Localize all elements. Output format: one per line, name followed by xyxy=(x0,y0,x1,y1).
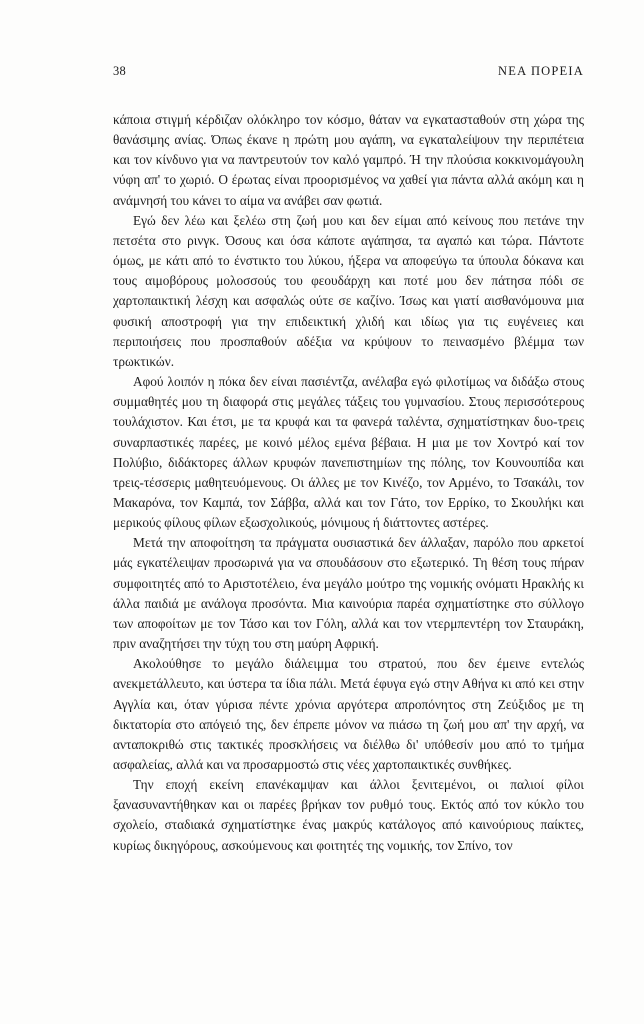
running-header xyxy=(113,64,584,79)
page-number: 38 xyxy=(113,64,126,78)
paragraph: Ακολούθησε το μεγάλο διάλειμμα του στρατού, που δεν έμεινε εντελώς ανεκμετάλλευτο, και ύστερα τα ίδια πάλι. Μετά έφυγα εγώ στην Αθήνα κι από κει στην Αγγλία και, όταν γύρισα πέντε χρόνια αργότερα απροπόνητος στη Ζεύξιδος με τη δικτατορία στο απόγειό της, δεν έπρεπε μόνον να πιάσω τη ζωή μου απ' την αρχή, να ανταποκριθώ στις τακτικές προσκλήσεις να διέλθω δι' υπόθεσίν μου από το τμήμα ασφαλείας, αλλά και να προσαρμοστώ στις νέες χαρτοπαικτικές συνθήκες. xyxy=(113,656,584,772)
paragraph: Αφού λοιπόν η πόκα δεν είναι πασιέντζα, ανέλαβα εγώ φιλοτίμως να διδάξω στους συμμαθητές μου τη διαφορά στις μεγάλες τάξεις του γυμνασίου. Στους περισσότερους τουλάχιστον. Και έτσι, με τα κρυφά και τα φανερά ταλέντα, σχηματίστηκαν δυο-τρεις συναρπαστικές παρέες, με κοινό μέλος εμένα βέβαια. Η μια με τον Χοντρό καί τον Πολύβιο, διδάκτορες άλλων κρυφών πανεπιστημίων της πόλης, τον Κουνουπίδα και τρεις-τέσσερις μαθητευόμενους. Οι άλλες με τον Κινέζο, τον Αρμένο, το Τσακάλι, τον Μακαρόνα, τον Καμπά, τον Σάββα, αλλά και τον Γάτο, τον Ερρίκο, το Σκουλήκι και μερικούς φίλους φίλων εξωσχολικούς, μόνιμους ή διάττοντες αστέρες. xyxy=(113,374,584,531)
running-title: ΝΕΑ ΠΟΡΕΙΑ xyxy=(498,64,584,78)
paragraph: Την εποχή εκείνη επανέκαμψαν και άλλοι ξενιτεμένοι, οι παλιοί φίλοι ξανασυναντήθηκαν και οι παρέες βρήκαν τον ρυθμό τους. Εκτός από τον κύκλο του σχολείο, σταδιακά σχηματίστηκε ένας μακρύς κατάλογος από καινούριους παίκτες, κυρίως δικηγόρους, ασκούμενους και φοιτητές της νομικής, τον Σπίνο, τον xyxy=(113,777,584,853)
paragraph-continuation: κάποια στιγμή κέρδιζαν ολόκληρο τον κόσμο, θάταν να εγκατασταθούν στη χώρα της θανάσιμης ανίας. Όπως έκανε η πρώτη μου αγάπη, να εγκαταλείψουν την περιπέτεια και τον κίνδυνο για να παντρευτούν τον καλό γαμπρό. Ή την πλούσια κοκκινομάγουλη νύφη απ' το χωριό. Ο έρωτας είναι προορισμένος να χαθεί για πάντα αλλά ακόμη και η ανάμνησή του κάνει το αίμα να ανάβει σαν φωτιά. xyxy=(113,112,584,208)
body-text xyxy=(113,110,584,856)
paragraph: Μετά την αποφοίτηση τα πράγματα ουσιαστικά δεν άλλαξαν, παρόλο που αρκετοί μάς εγκατέλειψαν προσωρινά για να σπουδάσουν στο εξωτερικό. Τη θέση τους πήραν συμφοιτητές από το Αριστοτέλειο, ένα μεγάλο μούτρο της νομικής ονόματι Ηρακλής κι άλλα παιδιά με ανάλογα προσόντα. Μια καινούρια παρέα σχηματίστηκε στο σύλλογο των αποφοίτων με τον Τάσο και τον Γόλη, αλλά και τον ντερμπεντέρη τον Σταυράκη, πριν αναζητήσει την τύχη του στη μαύρη Αφρική. xyxy=(113,535,584,652)
paragraph: Εγώ δεν λέω και ξελέω στη ζωή μου και δεν είμαι από κείνους που πετάνε την πετσέτα στο ρινγκ. Όσους και όσα κάποτε αγάπησα, τα αγαπώ και τώρα. Πάντοτε όμως, με κάτι από το ένστικτο του λύκου, ήξερα να αποφεύγω τα ύπουλα δόκανα και τους αιμοβόρους μολοσσούς του φεουδάρχη και ποτέ μου δεν πάτησα πόδι σε χαρτοπαικτική λέσχη και ασφαλώς ούτε σε καζίνο. Ίσως και γιατί αισθανόμουνα μια φυσική αποστροφή για την επιδεικτική χλιδή και ιδίως για τις ευγένειες και περιποιήσεις που προσπαθούν αδέξια να κρύψουν το πεινασμένο βλέμμα των τρωκτικών. xyxy=(113,212,584,369)
